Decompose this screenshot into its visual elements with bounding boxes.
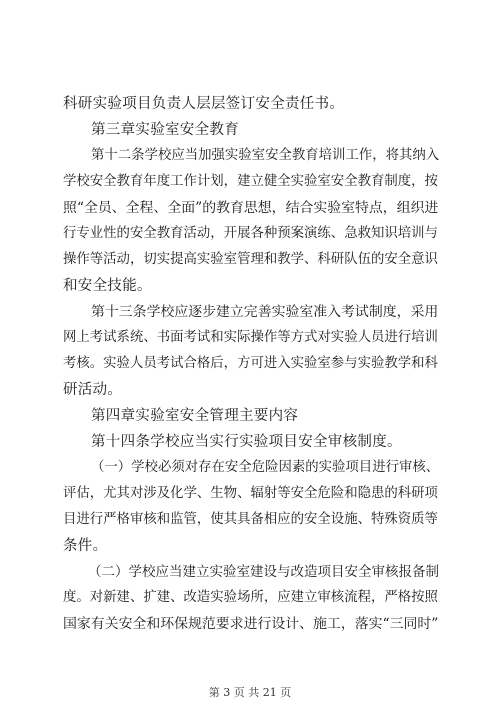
- paragraph-line: 研活动。: [63, 382, 123, 398]
- paragraph-line: 目进行严格审核和监管，使其具备相应的安全设施、特殊资质等: [63, 512, 438, 527]
- paragraph-line: （二）学校应当建立实验室建设与改造项目安全审核报备制: [88, 564, 439, 580]
- paragraph-line: 条件。: [63, 538, 108, 554]
- paragraph-line: 国家有关安全和环保规范要求进行设计、施工，落实“三同时”: [63, 616, 439, 632]
- paragraph-line: 第十二条学校应当加强实验室安全教育培训工作，将其纳入: [91, 148, 440, 163]
- chapter-heading-3: 第三章实验室安全教育: [91, 122, 239, 138]
- paragraph-line: 和安全技能。: [63, 278, 152, 294]
- paragraph-line: （一）学校必须对存在安全危险因素的实验项目进行审核、: [91, 460, 440, 475]
- paragraph-line: 学校安全教育年度工作计划，建立健全实验室安全教育制度，按: [63, 174, 438, 189]
- paragraph-line: 考核。实验人员考试合格后，方可进入实验室参与实验教学和科: [63, 356, 438, 371]
- paragraph-line: 评估，尤其对涉及化学、生物、辐射等安全危险和隐患的科研项: [63, 486, 438, 501]
- paragraph-line: 操作等活动，切实提高实验室管理和教学、科研队伍的安全意识: [63, 252, 438, 267]
- page-number-footer: 第 3 页 共 21 页: [208, 686, 292, 699]
- chapter-heading-4: 第四章实验室安全管理主要内容: [91, 408, 299, 424]
- paragraph-line: 网上考试系统、书面考试和实际操作等方式对实验人员进行培训: [63, 330, 438, 345]
- paragraph-line: 照“全员、全程、全面”的教育思想，结合实验室特点，组织进: [63, 200, 439, 216]
- paragraph-line: 行专业性的安全教育活动，开展各种预案演练、急救知识培训与: [63, 226, 438, 241]
- paragraph-line: 度。对新建、扩建、改造实验场所，应建立审核流程，严格按照: [63, 590, 438, 605]
- paragraph-line: 第十四条学校应当实行实验项目安全审核制度。: [91, 434, 402, 450]
- paragraph-line: 科研实验项目负责人层层签订安全责任书。: [63, 96, 345, 112]
- paragraph-line: 第十三条学校应逐步建立完善实验室准入考试制度，采用: [91, 304, 439, 320]
